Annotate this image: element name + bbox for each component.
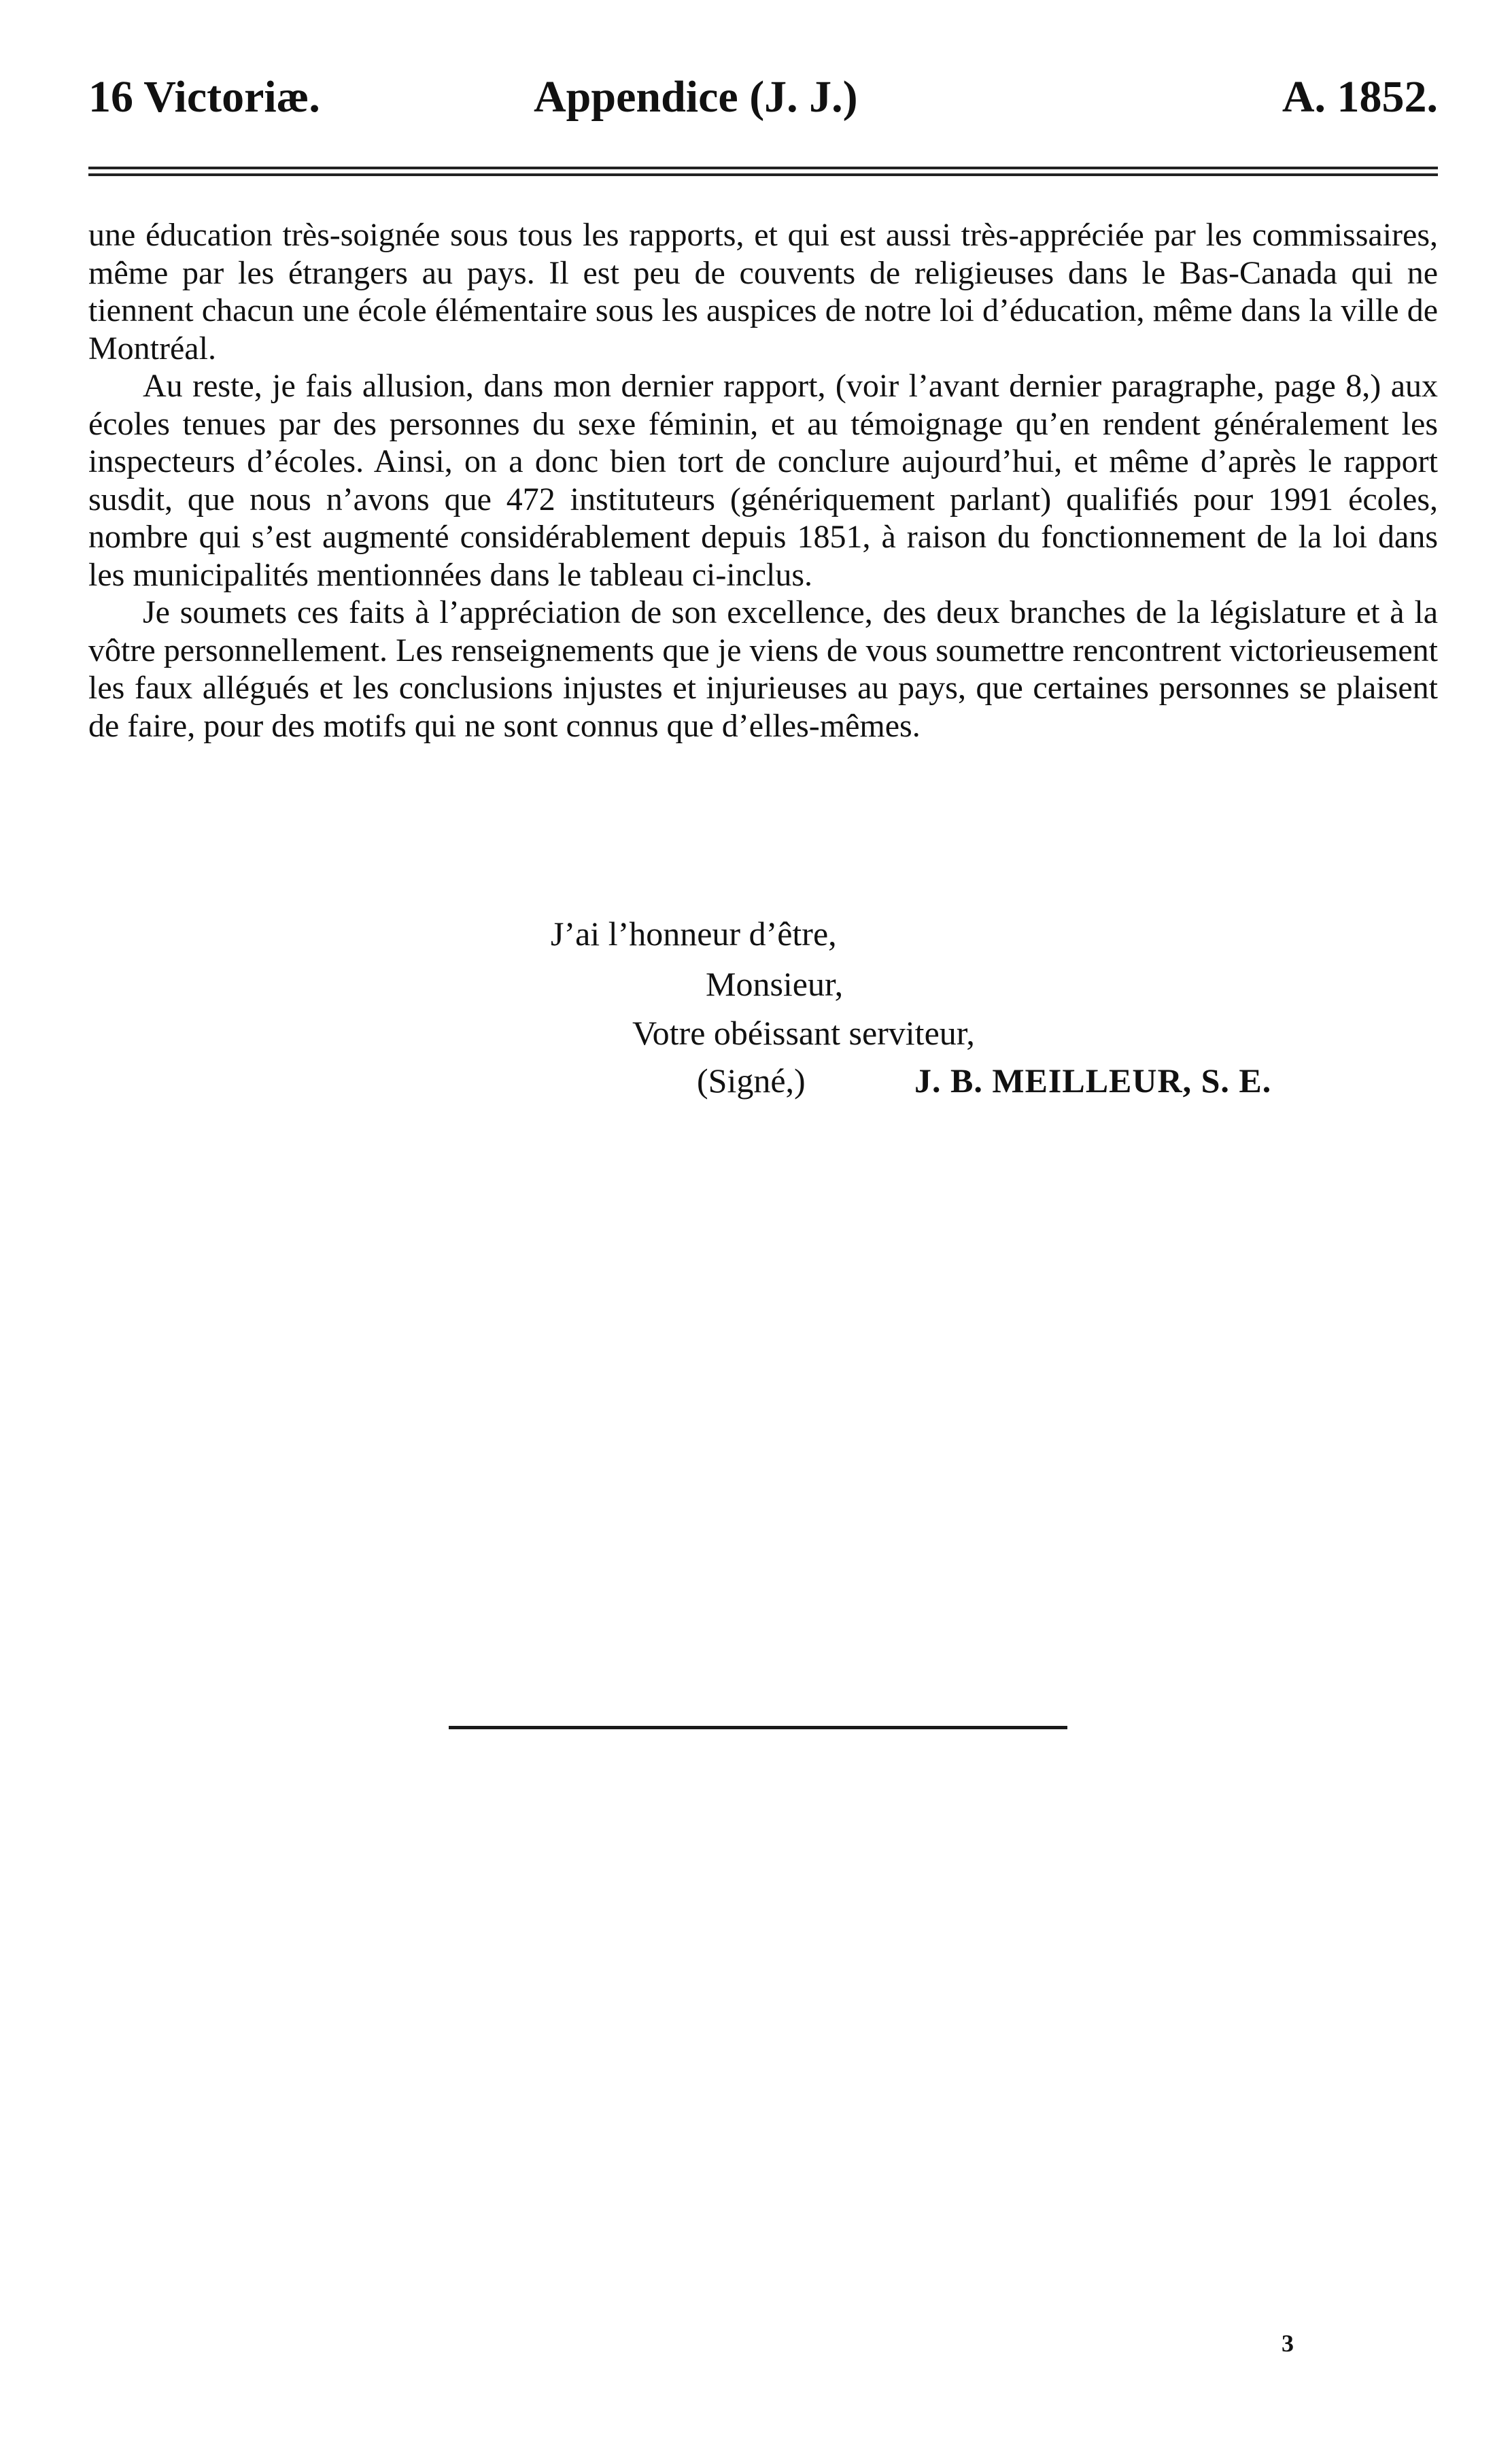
page-number: 3	[1282, 2330, 1294, 2357]
closing-honour: J’ai l’honneur d’être,	[551, 915, 837, 953]
paragraph-2: Au reste, je fais allusion, dans mon dernier rapport, (voir l’avant dernier paragraphe, page 8,) aux écoles tenues par des personnes du sexe féminin, et au témoignage qu’en rendent généralement les inspecteurs d’écoles. Ainsi, on a donc bien tort de conclure aujourd’hui, et même d’après le rapport susdit, que nous n’avons que 472 instituteurs (génériquement parlant) qualifiés pour 1991 écoles, nombre qui s’est augmenté considérablement depuis 1851, à raison du fonctionnement de la loi dans les municipalités mentionnées dans le tableau ci-inclus.	[88, 368, 1438, 593]
signatory-name: J. B. MEILLEUR, S. E.	[914, 1061, 1272, 1100]
header-session: 16 Victoriæ.	[88, 72, 320, 122]
body-text	[88, 216, 1438, 745]
header-appendix: Appendice (J. J.)	[534, 72, 858, 122]
paragraph-1: une éducation très-soignée sous tous les rapports, et qui est aussi très-appréciée par les commissaires, même par les étrangers au pays. Il est peu de couvents de religieuses dans le Bas-Canada qui ne tiennent chacun une école élémentaire sous les auspices de notre loi d’éducation, même dans la ville de Montréal.	[88, 217, 1438, 367]
end-rule	[449, 1726, 1067, 1729]
header-year: A. 1852.	[1282, 72, 1438, 122]
closing-servant: Votre obéissant serviteur,	[632, 1014, 975, 1052]
closing-salutation: Monsieur,	[706, 965, 844, 1003]
closing-signed: (Signé,)	[697, 1061, 806, 1100]
page-header	[88, 71, 1438, 139]
header-double-rule	[88, 167, 1438, 176]
paragraph-3: Je soumets ces faits à l’appréciation de son excellence, des deux branches de la législature et à la vôtre personnellement. Les renseignements que je viens de vous soumettre rencontrent victorieusement les faux allégués et les conclusions injustes et injurieuses au pays, que certaines personnes se plaisent de faire, pour des motifs qui ne sont connus que d’elles-mêmes.	[88, 594, 1438, 744]
